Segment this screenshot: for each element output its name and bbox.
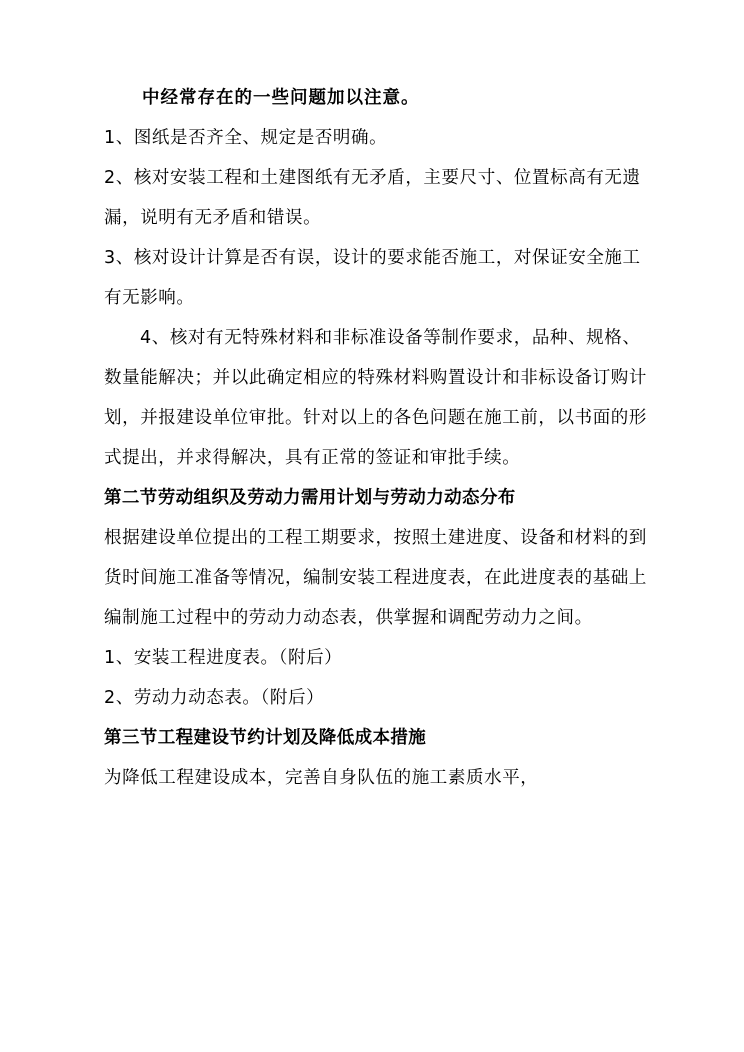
paragraph-section-2-item-2: 2、劳动力动态表。（附后）: [104, 688, 325, 708]
heading-section-2: 第二节劳动组织及劳动力需用计划与劳动力动态分布: [104, 488, 516, 508]
paragraph-item-4: 4、核对有无特殊材料和非标准设备等制作要求，品种、规格、数量能解决；并以此确定相应的特殊材料购置设计和非标设备订购计划，并报建设单位审批。针对以上的各色问题在施工前，以书面的形式提出，并求得解决，具有正常的签证和审批手续。: [104, 328, 647, 468]
document-body: [104, 78, 648, 798]
paragraph-item-3: 3、核对设计计算是否有误，设计的要求能否施工，对保证安全施工有无影响。: [104, 248, 641, 308]
heading-section-3: 第三节工程建设节约计划及降低成本措施: [104, 728, 427, 748]
paragraph-item-2: 2、核对安装工程和土建图纸有无矛盾，主要尺寸、位置标高有无遗漏，说明有无矛盾和错误。: [104, 168, 641, 228]
paragraph-item-1: 1、图纸是否齐全、规定是否明确。: [104, 128, 388, 148]
paragraph-section-2-body: 根据建设单位提出的工程工期要求，按照土建进度、设备和材料的到货时间施工准备等情况，编制安装工程进度表，在此进度表的基础上编制施工过程中的劳动力动态表，供掌握和调配劳动力之间。: [104, 528, 647, 628]
paragraph-title-line: 中经常存在的一些问题加以注意。: [142, 88, 420, 108]
paragraph-section-2-item-1: 1、安装工程进度表。（附后）: [104, 648, 343, 668]
paragraph-section-3-body: 为降低工程建设成本，完善自身队伍的施工素质水平，: [104, 768, 539, 788]
